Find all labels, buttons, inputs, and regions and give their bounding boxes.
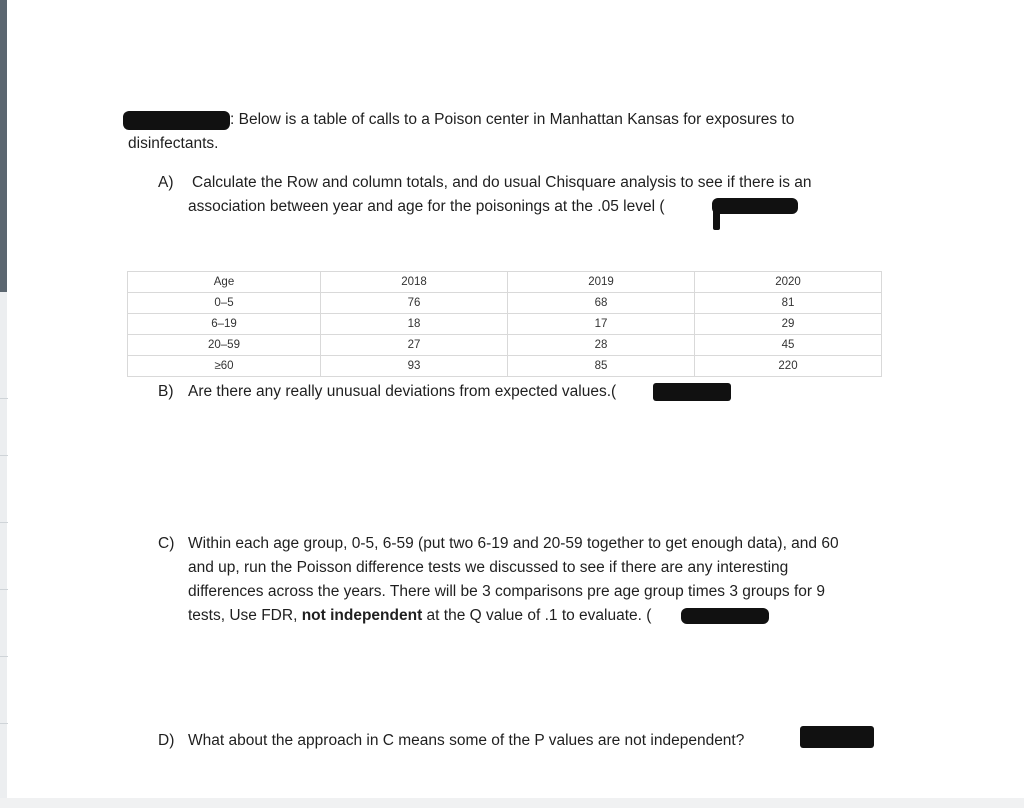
question-d-line-1: What about the approach in C means some of the P values are not independent? (188, 732, 745, 749)
question-b-line-1: Are there any really unusual deviations from expected values.( (188, 383, 617, 400)
table-cell: 85 (508, 356, 695, 377)
redaction-mark (653, 383, 731, 401)
question-a-line-2: association between year and age for the poisonings at the .05 level ( (188, 198, 665, 215)
question-c-label: C) (158, 535, 175, 552)
table-cell: 68 (508, 293, 695, 314)
redaction-mark (713, 206, 720, 230)
table-cell: 29 (695, 314, 882, 335)
table-row (128, 335, 882, 356)
poison-calls-table (127, 271, 882, 377)
table-cell: 28 (508, 335, 695, 356)
table-row (128, 356, 882, 377)
table-header-row (128, 272, 882, 293)
table-cell: 220 (695, 356, 882, 377)
table-cell: 17 (508, 314, 695, 335)
question-c-line-3: differences across the years. There will be 3 comparisons pre age group times 3 groups for 9 (188, 583, 825, 600)
question-c-line-1: Within each age group, 0-5, 6-59 (put two 6-19 and 20-59 together to get enough data), and 60 (188, 535, 839, 552)
table-cell: 27 (321, 335, 508, 356)
redaction-mark (800, 726, 874, 748)
question-c-emphasis: not independent (301, 607, 423, 624)
question-c-line-4-end: at the Q value of .1 to evaluate. ( (422, 607, 652, 624)
table-row (128, 293, 882, 314)
intro-line-1: : Below is a table of calls to a Poison center in Manhattan Kansas for exposures to (230, 111, 795, 128)
table-header-cell: 2018 (321, 272, 508, 293)
table-cell: 81 (695, 293, 882, 314)
table-cell: 45 (695, 335, 882, 356)
question-c-line-4 (188, 604, 651, 628)
table-header-cell: 2019 (508, 272, 695, 293)
window-edge-bar-lower (0, 292, 7, 808)
redaction-mark (681, 608, 769, 624)
table-cell: 0–5 (128, 293, 321, 314)
table-row (128, 314, 882, 335)
question-c-line-4-start: tests, Use FDR, (188, 607, 302, 624)
question-d-label: D) (158, 732, 175, 749)
question-a-label: A) (158, 174, 174, 191)
window-edge-bar (0, 0, 7, 292)
table-cell: 93 (321, 356, 508, 377)
table-cell: 76 (321, 293, 508, 314)
table-header-cell: Age (128, 272, 321, 293)
question-a-line-1: Calculate the Row and column totals, and do usual Chisquare analysis to see if there is an (192, 174, 812, 191)
page-bottom-band (0, 798, 1024, 808)
redaction-mark (712, 198, 798, 214)
table-cell: ≥60 (128, 356, 321, 377)
table-cell: 6–19 (128, 314, 321, 335)
table-cell: 20–59 (128, 335, 321, 356)
table-header-cell: 2020 (695, 272, 882, 293)
intro-line-2: disinfectants. (128, 135, 219, 152)
question-b-label: B) (158, 383, 174, 400)
question-c-line-2: and up, run the Poisson difference tests we discussed to see if there are any interesting (188, 559, 789, 576)
redaction-mark (123, 111, 230, 130)
table-cell: 18 (321, 314, 508, 335)
